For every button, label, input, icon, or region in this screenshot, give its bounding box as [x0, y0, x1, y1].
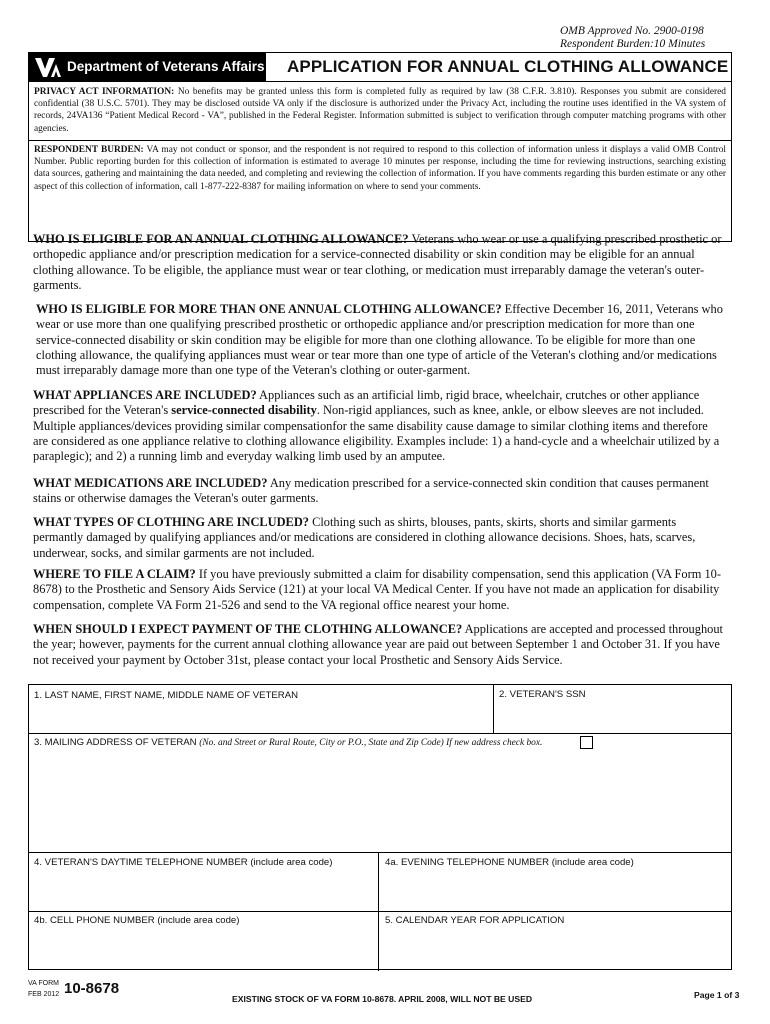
multiple-allowance-question: WHO IS ELIGIBLE FOR MORE THAN ONE ANNUAL CLOTHING ALLOWANCE? [36, 302, 502, 316]
clothing-types-section [33, 515, 725, 561]
medications-answer: Any medication prescribed for a service-connected skin condition that causes permanent stains or otherwise damages the Veteran's outer garments. [33, 476, 709, 506]
respondent-burden-heading: RESPONDENT BURDEN: [34, 145, 144, 155]
notice-box [28, 82, 732, 242]
omb-approved-number: OMB Approved No. 2900-0198 [560, 25, 704, 37]
va-form-label: VA FORM [28, 980, 59, 987]
form-header [28, 52, 732, 82]
evening-phone-field[interactable]: 4a. EVENING TELEPHONE NUMBER (include area code) [385, 857, 634, 868]
mailing-address-hint: (No. and Street or Rural Route, City or P.O., State and Zip Code) If new address check box. [199, 738, 543, 748]
department-name: Department of Veterans Affairs [67, 59, 265, 74]
existing-stock-notice: EXISTING STOCK OF VA FORM 10-8678. APRIL 2008, WILL NOT BE USED [232, 994, 533, 1004]
where-to-file-question: WHERE TO FILE A CLAIM? [33, 567, 196, 581]
eligibility-section [33, 232, 725, 293]
page-number: Page 1 of 3 [694, 990, 740, 1000]
mailing-address-field[interactable] [34, 737, 542, 748]
multiple-allowance-section [36, 302, 726, 378]
appliances-section [33, 388, 725, 464]
medications-question: WHAT MEDICATIONS ARE INCLUDED? [33, 476, 268, 490]
department-banner [29, 53, 266, 81]
where-to-file-section [33, 567, 725, 613]
privacy-act-text: No benefits may be granted unless this form is completed fully as required by law (38 C.F.R. 3.810). Responses you submit are considered confidential (38 U.S.C. 5701). They may be disclosed outside VA only if the disclosure is authorized under the Privacy Act, including the routine uses identified in the VA system of records, 24VA136 “Patient Medical Record - VA”, published in the Federal Register. Information submitted is subject to verification through computer matching programs with other agencies. [34, 87, 726, 134]
form-date: FEB 2012 [28, 991, 60, 998]
field-divider [29, 733, 731, 734]
calendar-year-field[interactable]: 5. CALENDAR YEAR FOR APPLICATION [385, 915, 565, 926]
mailing-address-label: 3. MAILING ADDRESS OF VETERAN [34, 737, 200, 748]
privacy-act-notice [34, 86, 726, 135]
appliances-answer-part1: Appliances such as an artificial limb, rigid brace, wheelchair, crutches or other appliance prescribed for the Veteran's [33, 388, 700, 418]
payment-timing-section [33, 622, 725, 668]
omb-info [560, 25, 740, 51]
appliances-question: WHAT APPLIANCES ARE INCLUDED? [33, 388, 257, 402]
eligibility-answer: Veterans who wear or use a qualifying prescribed prosthetic or orthopedic appliance and/or prescription medication for a service-connected disability or skin condition may be eligible for an annual clothing allowance. To be eligible, the appliance must wear or tear clothing, or medication must irreparably damage the veteran's outer-garments. [33, 232, 722, 292]
va-logo-icon [33, 55, 63, 79]
field-divider [29, 911, 731, 912]
privacy-act-heading: PRIVACY ACT INFORMATION: [34, 87, 175, 97]
clothing-types-question: WHAT TYPES OF CLOTHING ARE INCLUDED? [33, 515, 309, 529]
cell-phone-field[interactable]: 4b. CELL PHONE NUMBER (include area code) [34, 915, 240, 926]
form-title: APPLICATION FOR ANNUAL CLOTHING ALLOWANCE [287, 57, 729, 76]
eligibility-question: WHO IS ELIGIBLE FOR AN ANNUAL CLOTHING ALLOWANCE? [33, 232, 409, 246]
clothing-types-answer: Clothing such as shirts, blouses, pants, skirts, shorts and similar garments permantly damaged by qualifying appliances and/or medications are considered in clothing allowance decisions. Shoes, hats, scarves, underwear, socks, and similar garments are not included. [33, 515, 696, 560]
medications-section [33, 476, 725, 507]
new-address-checkbox[interactable] [580, 736, 593, 749]
daytime-phone-field[interactable]: 4. VETERAN'S DAYTIME TELEPHONE NUMBER (include area code) [34, 857, 333, 868]
field-divider [29, 852, 731, 853]
applicant-fields [28, 684, 732, 970]
payment-timing-question: WHEN SHOULD I EXPECT PAYMENT OF THE CLOTHING ALLOWANCE? [33, 622, 463, 636]
appliances-answer-part2: . Non-rigid appliances, such as knee, ankle, or elbow sleeves are not included. Multiple appliances/devices providing similar compensationfor the same disability cause damage to similar clothing items and therefore are considered as one appliance relative to clothing allowance eligibility. Examples include: 1) a hand-cycle and a wheelchair utilized by a paraplegic); and 2) a running limb and everyday walking limb used by an amputee. [33, 403, 720, 464]
field-divider [493, 685, 494, 733]
veteran-ssn-field[interactable]: 2. VETERAN'S SSN [499, 689, 586, 700]
respondent-burden-time: Respondent Burden:10 Minutes [560, 38, 706, 50]
where-to-file-answer: If you have previously submitted a claim for disability compensation, send this application (VA Form 10-8678) to the Prosthetic and Sensory Aids Service (121) at your local VA Medical Center. If you have not made an application for disability compensation, complete VA Form 21-526 and send to the VA regional office nearest your home. [33, 567, 721, 612]
appliances-answer-emphasis: service-connected disability [171, 403, 317, 418]
notice-divider [29, 140, 731, 141]
multiple-allowance-answer: Effective December 16, 2011, Veterans who wear or use more than one qualifying prescribed prosthetic or orthopedic appliance and/or prescription medication for more than one service-connected disability or skin condition may be eligible for more than one clothing allowance. To be eligible for more than one clothing allowance, the qualifying appliances must wear or tear more than one type of article of the Veteran's clothing and/or medications must irreparably damage more than one type of the Veteran's clothing or outer-garment. [36, 302, 723, 378]
payment-timing-answer: Applications are accepted and processed throughout the year; however, payments for the current annual clothing allowance year are paid out between September 1 and October 31. If you have not received your payment by October 31st, please contact your local Prosthetic and Sensory Aids Service. [33, 622, 723, 667]
respondent-burden-text: VA may not conduct or sponsor, and the respondent is not required to respond to this collection of information unless it displays a valid OMB Control Number. Public reporting burden for this collection of information is estimated to average 10 minutes per response, including the time for reviewing instructions, searching existing data sources, gathering and maintaining the data needed, and completing and reviewing the collection of information. If you have comments regarding this burden estimate or any other aspect of this collection of information, call 1-877-222-8387 for mailing information on where to send your comments. [34, 145, 726, 192]
form-number: 10-8678 [64, 980, 120, 997]
veteran-name-field[interactable]: 1. LAST NAME, FIRST NAME, MIDDLE NAME OF VETERAN [34, 690, 299, 701]
respondent-burden-notice [34, 144, 726, 193]
